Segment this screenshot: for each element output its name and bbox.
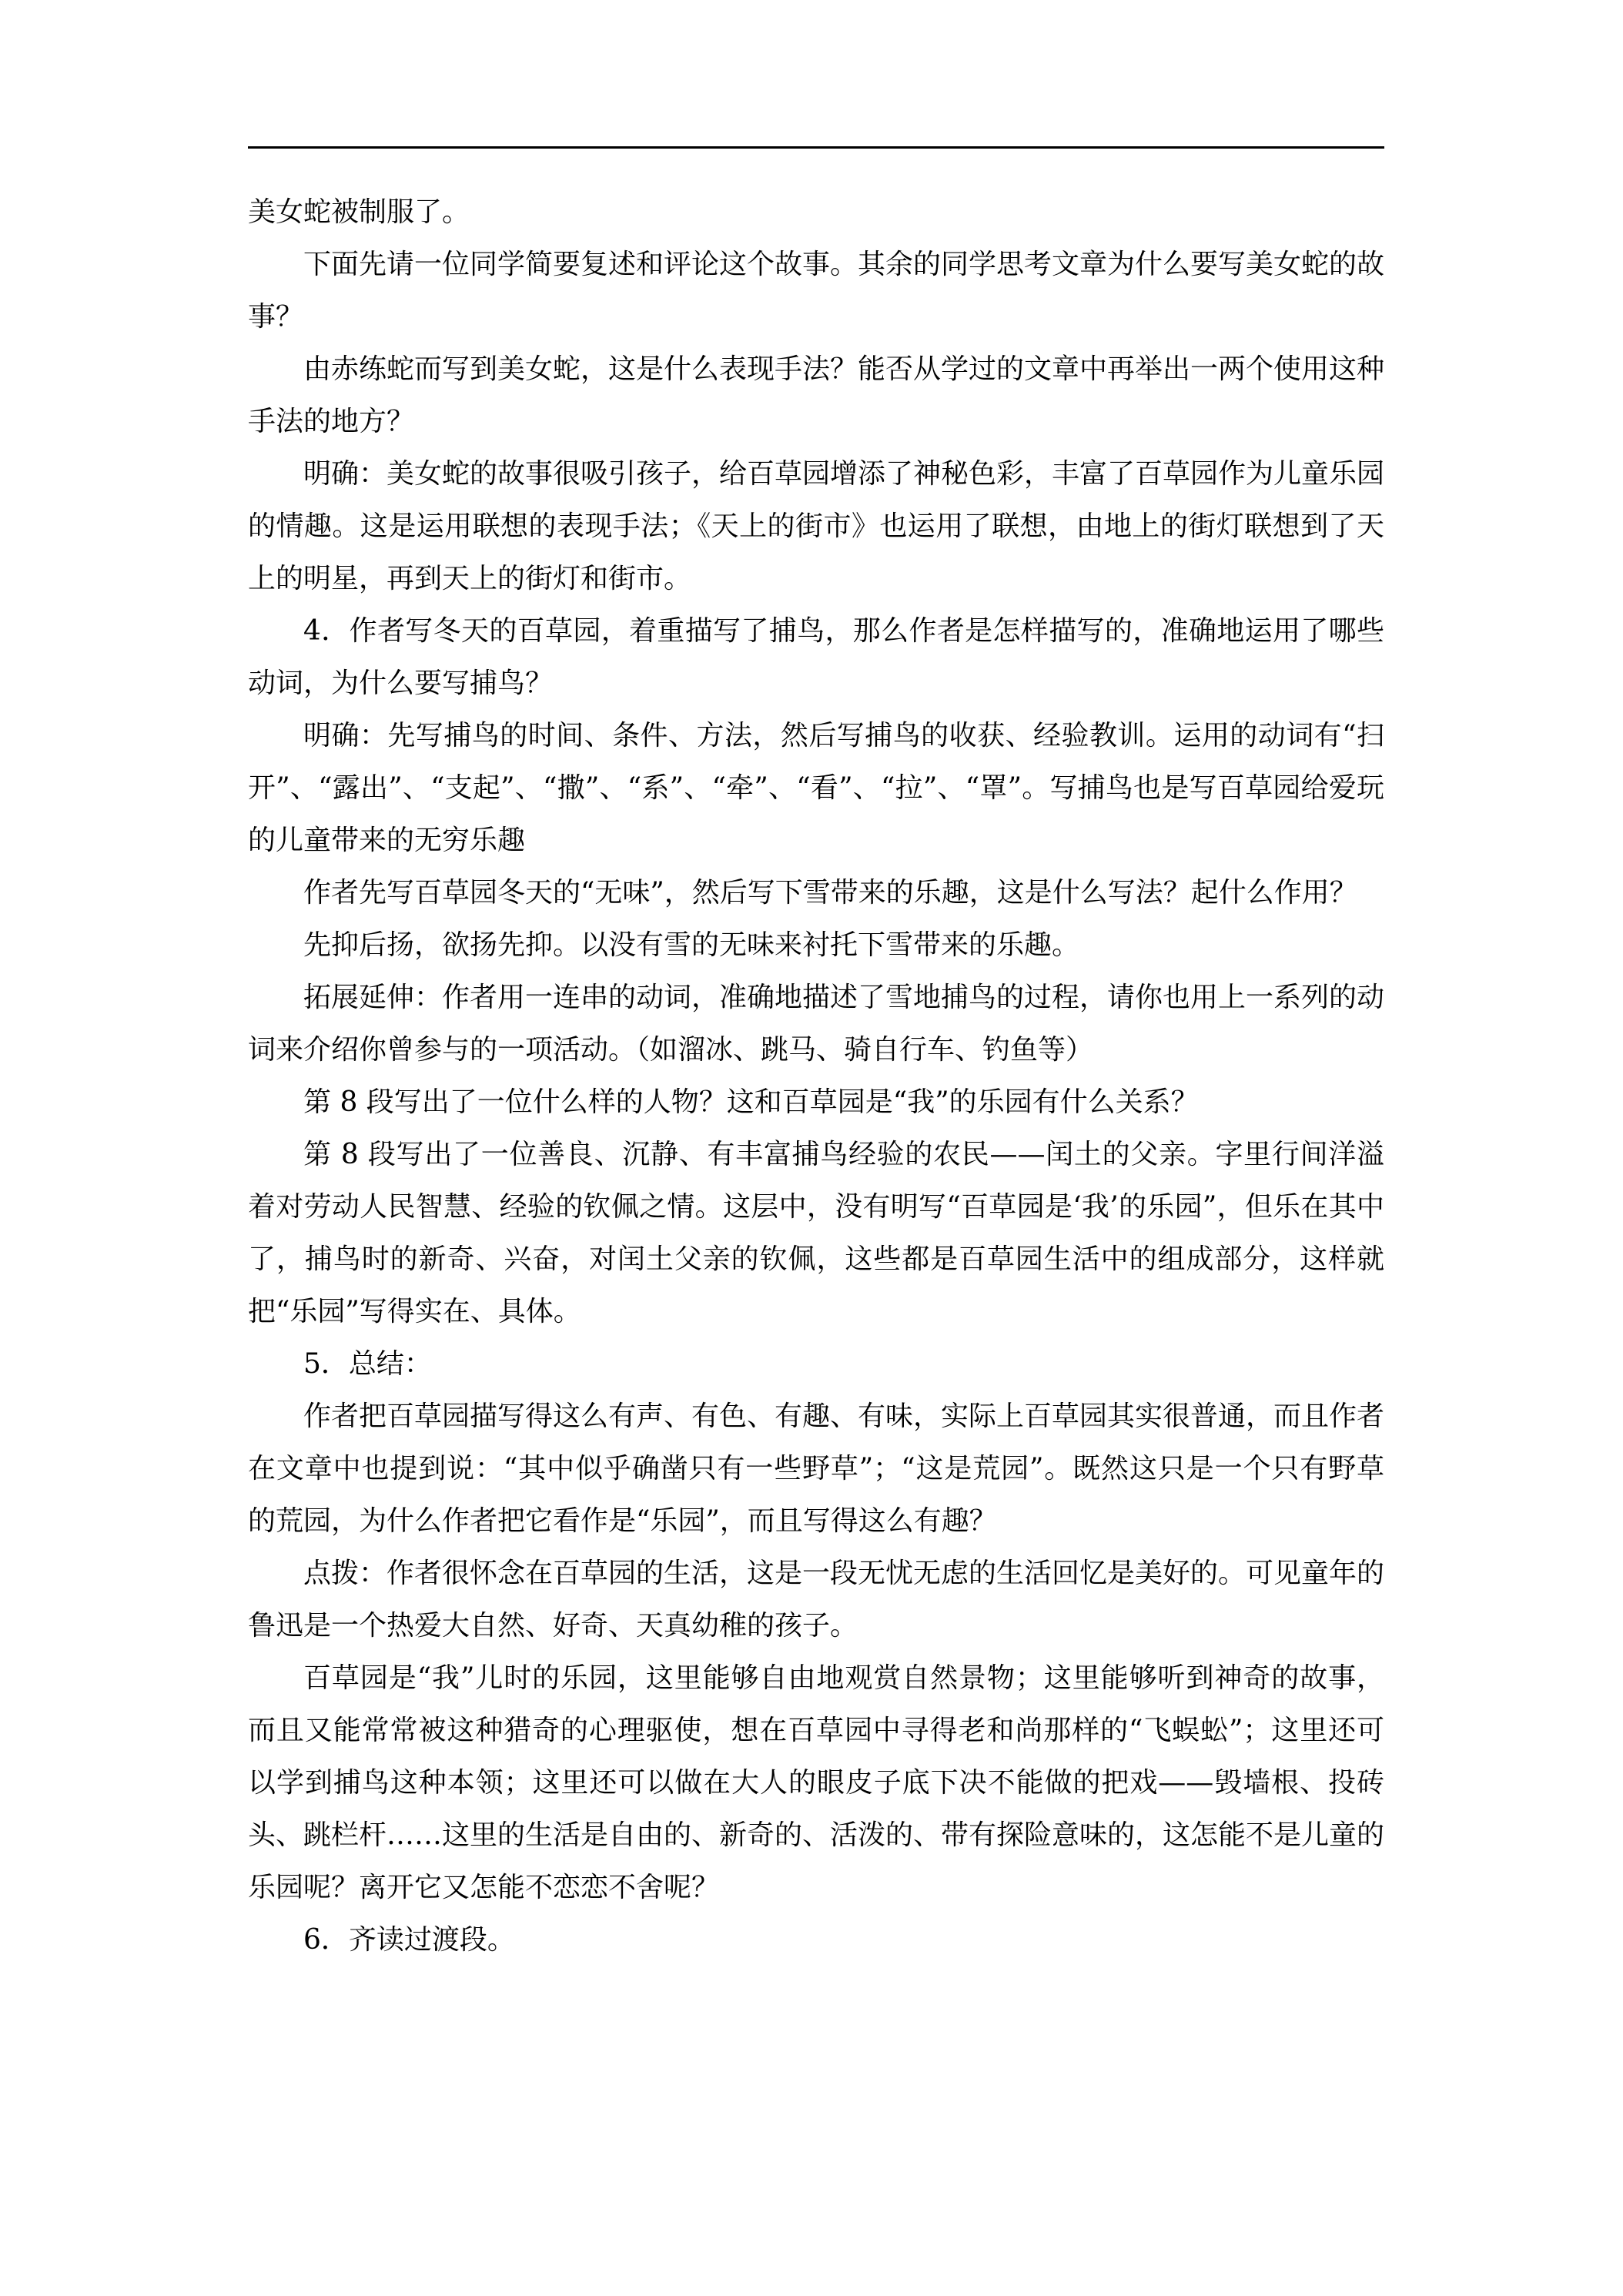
paragraph-12: 5．总结： (303, 1348, 432, 1380)
paragraph-10: 第 8 段写出了一位什么样的人物？这和百草园是“我”的乐园有什么关系？ (303, 1086, 1199, 1118)
paragraph-2: 下面先请一位同学简要复述和评论这个故事。其余的同学思考文章为什么要写美女蛇的故事？ (248, 249, 1385, 333)
paragraph-13: 作者把百草园描写得这么有声、有色、有趣、有味，实际上百草园其实很普通，而且作者在文章中也提到说：“其中似乎确凿只有一些野草”；“这是荒园”。既然这只是一个只有野草的荒园，为什么作者把它看作是“乐园”，而且写得这么有趣？ (248, 1401, 1385, 1537)
paragraph-11: 第 8 段写出了一位善良、沉静、有丰富捕鸟经验的农民——闰土的父亲。字里行间洋溢着对劳动人民智慧、经验的钦佩之情。这层中，没有明写“百草园是‘我’的乐园”，但乐在其中了，捕鸟时的新奇、兴奋，对闰土父亲的钦佩，这些都是百草园生活中的组成部分，这样就把“乐园”写得实在、具体。 (248, 1139, 1384, 1327)
paragraph-8: 先抑后扬，欲扬先抑。以没有雪的无味来衬托下雪带来的乐趣。 (303, 929, 1080, 961)
paragraph-3: 由赤练蛇而写到美女蛇，这是什么表现手法？能否从学过的文章中再举出一两个使用这种手法的地方？ (248, 353, 1385, 437)
paragraph-16: 6．齐读过渡段。 (303, 1924, 515, 1956)
paragraph-7: 作者先写百草园冬天的“无味”，然后写下雪带来的乐趣，这是什么写法？起什么作用？ (303, 877, 1357, 909)
header-rule (248, 146, 1384, 149)
paragraph-9: 拓展延伸：作者用一连串的动词，准确地描述了雪地捕鸟的过程，请你也用上一系列的动词来介绍你曾参与的一项活动。（如溜冰、跳马、骑自行车、钓鱼等） (248, 982, 1385, 1066)
paragraph-4: 明确：美女蛇的故事很吸引孩子，给百草园增添了神秘色彩，丰富了百草园作为儿童乐园的情趣。这是运用联想的表现手法；《天上的街市》也运用了联想，由地上的街灯联想到了天上的明星，再到天上的街灯和街市。 (248, 458, 1385, 594)
paragraph-1: 美女蛇被制服了。 (248, 196, 470, 228)
paragraph-14: 点拨：作者很怀念在百草园的生活，这是一段无忧无虑的生活回忆是美好的。可见童年的鲁迅是一个热爱大自然、好奇、天真幼稚的孩子。 (248, 1558, 1385, 1642)
paragraph-5: 4．作者写冬天的百草园，着重描写了捕鸟，那么作者是怎样描写的，准确地运用了哪些动词，为什么要写捕鸟？ (248, 615, 1384, 699)
paragraph-6: 明确：先写捕鸟的时间、条件、方法，然后写捕鸟的收获、经验教训。运用的动词有“扫开”、“露出”、“支起”、“撒”、“系”、“牵”、“看”、“拉”、“罩”。写捕鸟也是写百草园给爱玩的儿童带来的无穷乐趣 (248, 720, 1384, 856)
document-body (248, 186, 1384, 1966)
paragraph-15: 百草园是“我”儿时的乐园，这里能够自由地观赏自然景物；这里能够听到神奇的故事，而且又能常常被这种猎奇的心理驱使，想在百草园中寻得老和尚那样的“飞蜈蚣”；这里还可以学到捕鸟这种本领；这里还可以做在大人的眼皮子底下决不能做的把戏——毁墙根、投砖头、跳栏杆……这里的生活是自由的、新奇的、活泼的、带有探险意味的，这怎能不是儿童的乐园呢？离开它又怎能不恋恋不舍呢？ (248, 1662, 1385, 1903)
